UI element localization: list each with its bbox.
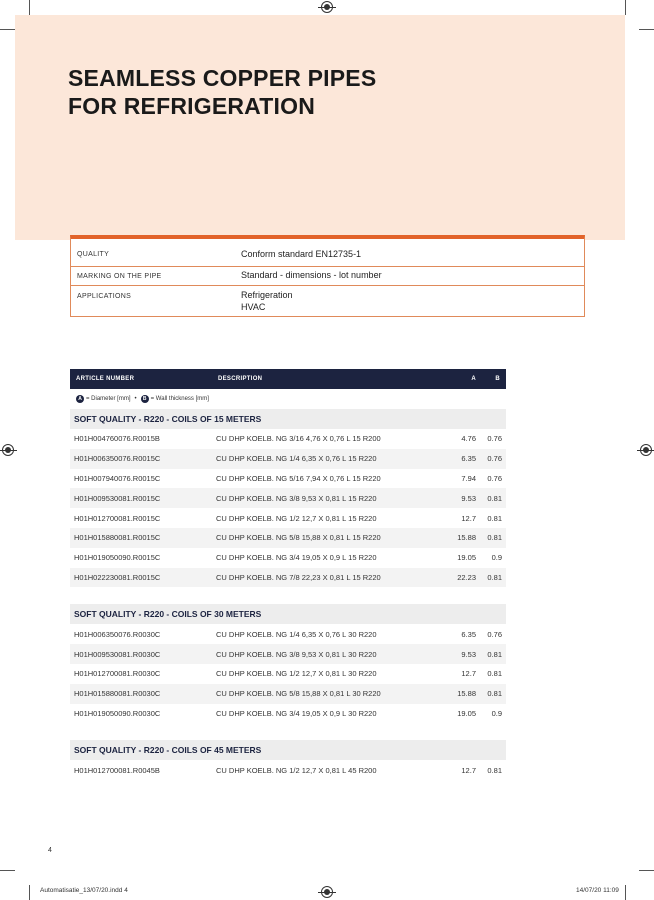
crop-mark: [639, 29, 654, 30]
wall-thickness-cell: 0.81: [487, 533, 502, 543]
hero-panel: [15, 15, 625, 240]
description-cell: CU DHP KOELB. NG 1/4 6,35 X 0,76 L 15 R220: [216, 454, 377, 464]
crop-mark: [625, 885, 626, 900]
table-row: [70, 508, 506, 528]
table-row: [70, 704, 506, 724]
slug-file-info: Automatisatie_13/07/20.indd 4: [40, 887, 128, 894]
wall-thickness-cell: 0.9: [491, 708, 502, 718]
crop-mark: [29, 885, 30, 900]
article-number-cell: H01H007940076.R0015C: [74, 473, 161, 483]
registration-mark-icon: [2, 444, 14, 456]
wall-thickness-cell: 0.81: [487, 493, 502, 503]
spec-value: Standard - dimensions - lot number: [241, 270, 382, 280]
registration-mark-icon: [321, 1, 333, 13]
article-number-cell: H01H006350076.R0030C: [74, 629, 161, 639]
header-article-number: ARTICLE NUMBER: [76, 376, 135, 382]
header-b: B: [495, 376, 500, 382]
table-row: [70, 548, 506, 568]
table-row: [70, 429, 506, 449]
description-cell: CU DHP KOELB. NG 3/16 4,76 X 0,76 L 15 R200: [216, 434, 381, 444]
spec-label: QUALITY: [77, 251, 110, 258]
wall-thickness-cell: 0.76: [487, 473, 502, 483]
diameter-cell: 7.94: [461, 473, 476, 483]
spec-label: APPLICATIONS: [77, 293, 132, 300]
article-number-cell: H01H012700081.R0015C: [74, 513, 161, 523]
diameter-cell: 19.05: [457, 708, 476, 718]
article-number-cell: H01H012700081.R0045B: [74, 765, 160, 775]
legend: [70, 389, 506, 409]
diameter-cell: 22.23: [457, 572, 476, 582]
article-number-cell: H01H015880081.R0015C: [74, 533, 161, 543]
table-row: [70, 449, 506, 469]
diameter-cell: 12.7: [461, 513, 476, 523]
registration-mark-icon: [321, 886, 333, 898]
legend-a-text: = Diameter [mm]: [86, 396, 131, 402]
table-row: [70, 760, 506, 780]
wall-thickness-cell: 0.81: [487, 649, 502, 659]
wall-thickness-cell: 0.81: [487, 765, 502, 775]
legend-b-badge: B: [141, 395, 149, 403]
legend-a-badge: A: [76, 395, 84, 403]
legend-b-text: = Wall thickness [mm]: [150, 396, 209, 402]
diameter-cell: 12.7: [461, 765, 476, 775]
description-cell: CU DHP KOELB. NG 3/4 19,05 X 0,9 L 30 R220: [216, 708, 377, 718]
description-cell: CU DHP KOELB. NG 1/4 6,35 X 0,76 L 30 R220: [216, 629, 377, 639]
diameter-cell: 6.35: [461, 629, 476, 639]
spec-value-line: HVAC: [241, 302, 266, 312]
table-row: [70, 528, 506, 548]
article-table: [70, 369, 506, 780]
description-cell: CU DHP KOELB. NG 3/8 9,53 X 0,81 L 15 R220: [216, 493, 377, 503]
article-number-cell: H01H022230081.R0015C: [74, 572, 161, 582]
description-cell: CU DHP KOELB. NG 5/16 7,94 X 0,76 L 15 R220: [216, 473, 381, 483]
article-number-cell: H01H012700081.R0030C: [74, 669, 161, 679]
diameter-cell: 15.88: [457, 689, 476, 699]
section-gap: [70, 723, 506, 740]
article-number-cell: H01H015880081.R0030C: [74, 689, 161, 699]
spec-row-marking: [71, 267, 584, 286]
registration-mark-icon: [640, 444, 652, 456]
description-cell: CU DHP KOELB. NG 5/8 15,88 X 0,81 L 30 R220: [216, 689, 381, 699]
table-row: [70, 664, 506, 684]
article-number-cell: H01H019050090.R0030C: [74, 708, 161, 718]
article-number-cell: H01H006350076.R0015C: [74, 454, 161, 464]
crop-mark: [29, 0, 30, 15]
header-a: A: [471, 376, 476, 382]
article-number-cell: H01H009530081.R0030C: [74, 649, 161, 659]
description-cell: CU DHP KOELB. NG 1/2 12,7 X 0,81 L 45 R200: [216, 765, 377, 775]
crop-mark: [0, 870, 15, 871]
spec-label: MARKING ON THE PIPE: [77, 273, 162, 280]
article-number-cell: H01H004760076.R0015B: [74, 434, 160, 444]
crop-mark: [0, 29, 15, 30]
wall-thickness-cell: 0.76: [487, 434, 502, 444]
diameter-cell: 12.7: [461, 669, 476, 679]
spec-value-line: Refrigeration: [241, 290, 293, 300]
wall-thickness-cell: 0.81: [487, 689, 502, 699]
table-row: [70, 469, 506, 489]
article-number-cell: H01H019050090.R0015C: [74, 553, 161, 563]
description-cell: CU DHP KOELB. NG 3/8 9,53 X 0,81 L 30 R220: [216, 649, 377, 659]
diameter-cell: 4.76: [461, 434, 476, 444]
spec-row-applications: [71, 286, 584, 316]
wall-thickness-cell: 0.76: [487, 454, 502, 464]
crop-mark: [625, 0, 626, 15]
title-line-1: SEAMLESS COPPER PIPES: [68, 65, 377, 91]
diameter-cell: 19.05: [457, 553, 476, 563]
article-number-cell: H01H009530081.R0015C: [74, 493, 161, 503]
spec-table: [70, 235, 585, 317]
table-row: [70, 488, 506, 508]
table-header: [70, 369, 506, 389]
description-cell: CU DHP KOELB. NG 5/8 15,88 X 0,81 L 15 R220: [216, 533, 381, 543]
description-cell: CU DHP KOELB. NG 3/4 19,05 X 0,9 L 15 R220: [216, 553, 377, 563]
spec-value: Conform standard EN12735-1: [241, 249, 362, 259]
wall-thickness-cell: 0.76: [487, 629, 502, 639]
page-number: 4: [48, 847, 52, 854]
table-row: [70, 624, 506, 644]
section-title: SOFT QUALITY - R220 - COILS OF 30 METERS: [70, 604, 506, 624]
table-row: [70, 644, 506, 664]
crop-mark: [639, 870, 654, 871]
diameter-cell: 15.88: [457, 533, 476, 543]
section-gap: [70, 587, 506, 604]
spec-row-quality: [71, 239, 584, 267]
legend-separator: •: [134, 396, 137, 402]
description-cell: CU DHP KOELB. NG 7/8 22,23 X 0,81 L 15 R220: [216, 572, 381, 582]
section-title: SOFT QUALITY - R220 - COILS OF 15 METERS: [70, 409, 506, 429]
wall-thickness-cell: 0.9: [491, 553, 502, 563]
table-row: [70, 684, 506, 704]
diameter-cell: 6.35: [461, 454, 476, 464]
title-line-2: FOR REFRIGERATION: [68, 93, 316, 119]
slug-date-time: 14/07/20 11:09: [576, 887, 619, 894]
wall-thickness-cell: 0.81: [487, 669, 502, 679]
wall-thickness-cell: 0.81: [487, 572, 502, 582]
wall-thickness-cell: 0.81: [487, 513, 502, 523]
table-row: [70, 568, 506, 588]
diameter-cell: 9.53: [461, 493, 476, 503]
spec-value: [241, 286, 584, 316]
diameter-cell: 9.53: [461, 649, 476, 659]
header-description: DESCRIPTION: [218, 376, 263, 382]
table-sections: [70, 409, 506, 780]
page-title: [68, 64, 376, 120]
description-cell: CU DHP KOELB. NG 1/2 12,7 X 0,81 L 15 R220: [216, 513, 377, 523]
section-title: SOFT QUALITY - R220 - COILS OF 45 METERS: [70, 740, 506, 760]
description-cell: CU DHP KOELB. NG 1/2 12,7 X 0,81 L 30 R220: [216, 669, 377, 679]
